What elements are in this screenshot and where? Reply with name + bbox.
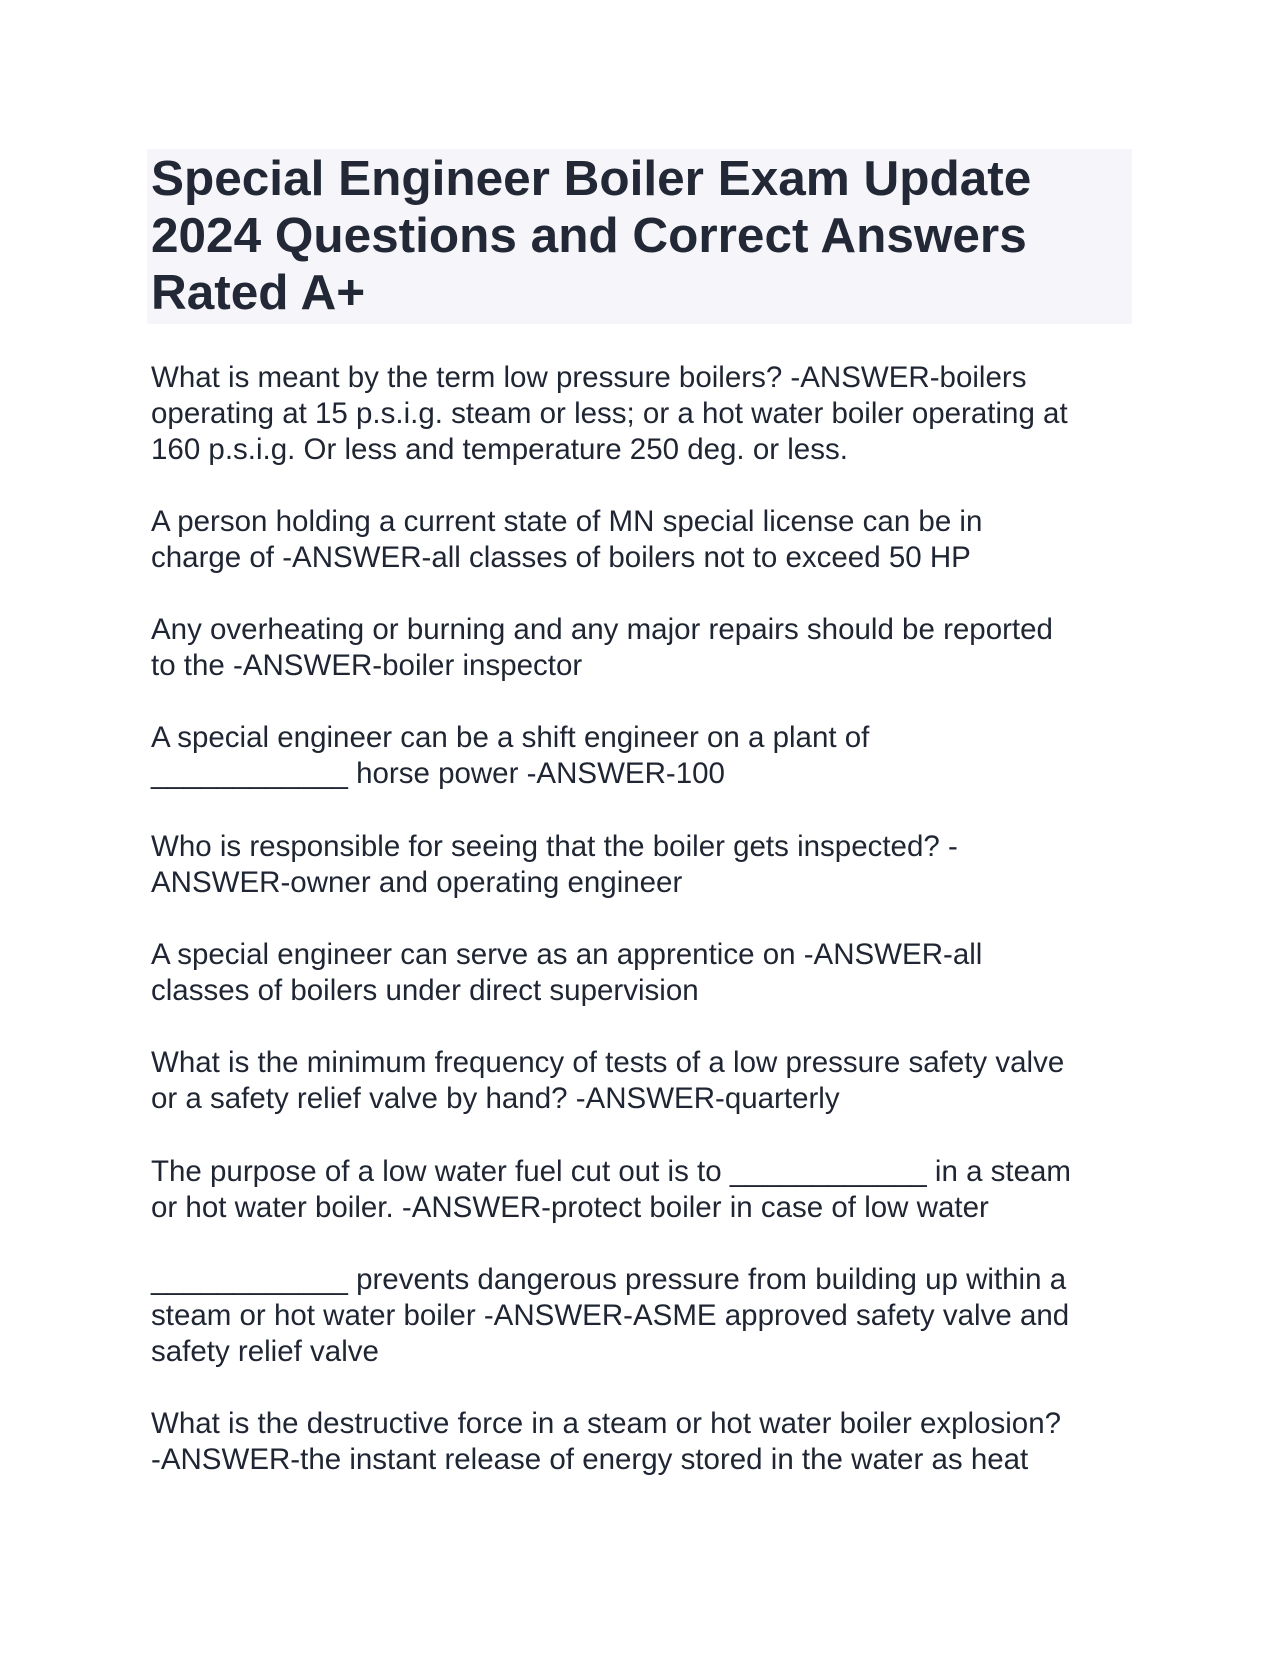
qa-item: A person holding a current state of MN special license can be in charge of -ANSWER-all classes of boilers not to exceed 50 HP [151,505,983,574]
qa-item: What is meant by the term low pressure boilers? -ANSWER-boilers operating at 15 p.s.i.g. steam or less; or a hot water boiler operating at 160 p.s.i.g. Or less and temperature 250 deg. or less. [151,361,1068,466]
qa-item: What is the minimum frequency of tests of a low pressure safety valve or a safety relief valve by hand? -ANSWER-quarterly [151,1046,1065,1115]
qa-item: A special engineer can be a shift engineer on a plant of ____________ horse power -ANSWER-100 [151,721,870,790]
qa-item: Any overheating or burning and any major repairs should be reported to the -ANSWER-boiler inspector [151,613,1053,682]
qa-item: A special engineer can serve as an apprentice on -ANSWER-all classes of boilers under direct supervision [151,938,983,1007]
qa-item: ____________ prevents dangerous pressure from building up within a steam or hot water boiler -ANSWER-ASME approved safety valve and safety relief valve [151,1263,1070,1368]
qa-item: Who is responsible for seeing that the boiler gets inspected? - ANSWER-owner and operating engineer [151,830,958,899]
qa-item: The purpose of a low water fuel cut out is to ____________ in a steam or hot water boiler. -ANSWER-protect boiler in case of low water [151,1155,1072,1224]
document-title: Special Engineer Boiler Exam Update 2024 Questions and Correct Answers Rated A+ [151,151,1032,320]
qa-item: What is the destructive force in a steam or hot water boiler explosion? -ANSWER-the instant release of energy stored in the water as heat [151,1407,1062,1476]
